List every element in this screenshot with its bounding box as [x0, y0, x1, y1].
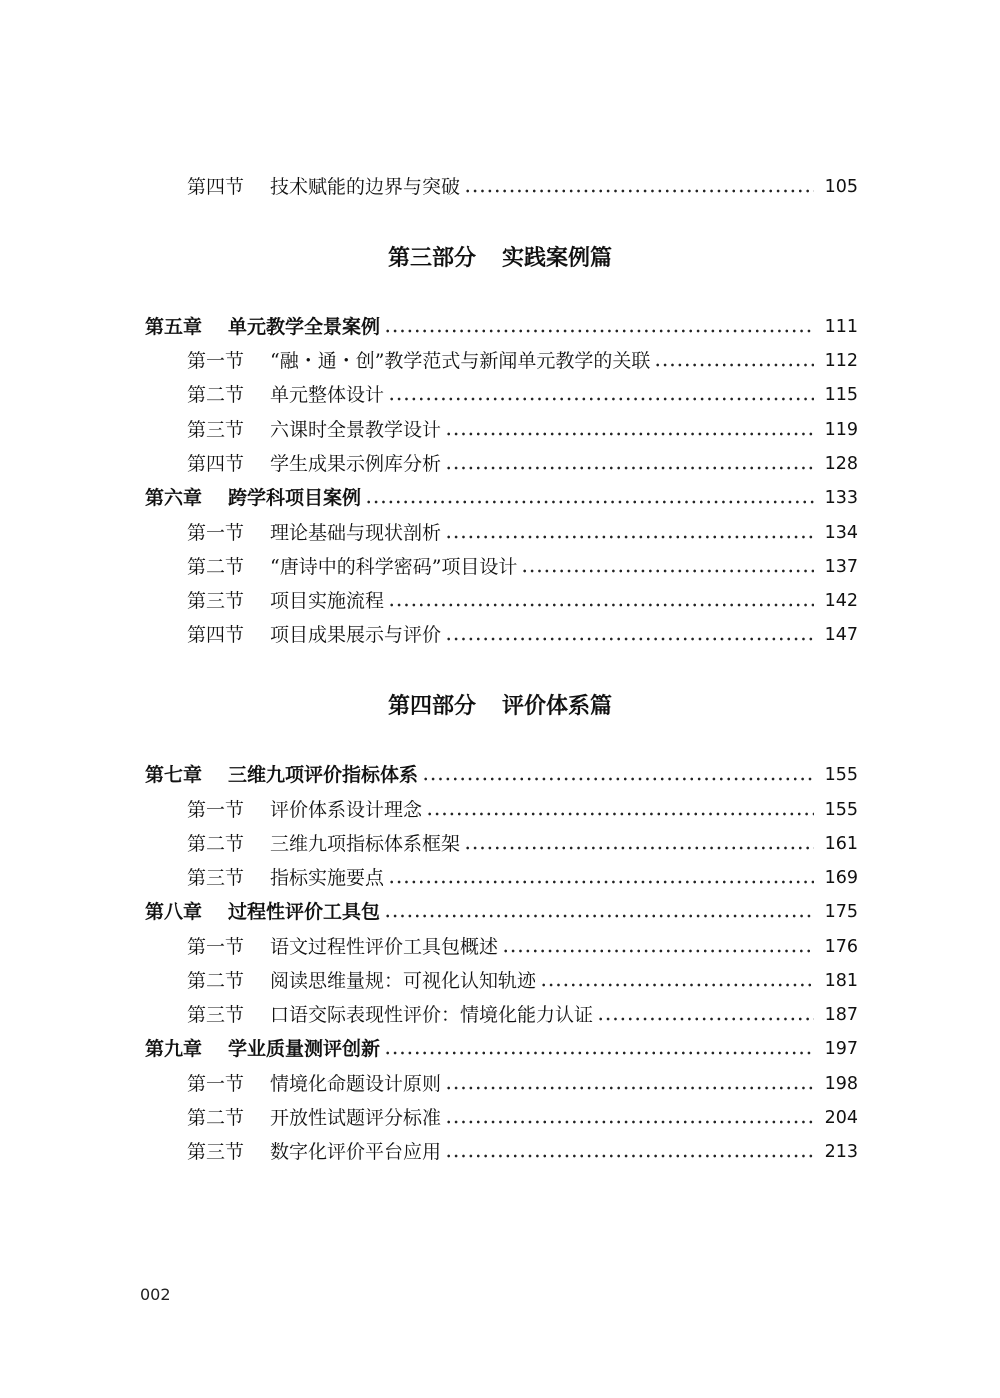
entry-label: 第二节 [187, 384, 245, 406]
entry-title: 过程性评价工具包 [228, 901, 381, 923]
entry-page-number: 161 [824, 834, 858, 854]
entry-title: 六课时全景教学设计 [270, 419, 442, 441]
dot-leader [502, 930, 814, 964]
entry-page-number: 134 [824, 523, 858, 543]
toc-entry-section[interactable] [0, 930, 1000, 964]
entry-title: 项目成果展示与评价 [270, 624, 442, 646]
dot-leader [597, 998, 814, 1032]
entry-page-number: 133 [824, 488, 858, 508]
dot-leader [445, 1135, 814, 1169]
entry-page-number: 181 [824, 971, 858, 991]
entry-label: 第一节 [187, 1073, 245, 1095]
toc-entry-section[interactable] [0, 861, 1000, 895]
toc-entry-chapter[interactable] [0, 1032, 1000, 1066]
toc-entry-section[interactable] [0, 413, 1000, 447]
toc-entry-section[interactable] [0, 1101, 1000, 1135]
entry-label: 第一节 [187, 799, 245, 821]
entry-label: 第一节 [187, 350, 245, 372]
entry-label: 第六章 [145, 487, 203, 509]
dot-leader [445, 618, 814, 652]
toc-entry-section[interactable] [0, 827, 1000, 861]
part-label: 第三部分 [387, 246, 476, 271]
part-heading [0, 690, 1000, 724]
entry-page-number: 155 [824, 800, 858, 820]
entry-title: 单元教学全景案例 [228, 316, 381, 338]
toc-entry-chapter[interactable] [0, 310, 1000, 344]
entry-page-number: 147 [824, 625, 858, 645]
toc-entry-section[interactable] [0, 964, 1000, 998]
toc-entry-section[interactable] [0, 170, 1000, 204]
toc-entry-chapter[interactable] [0, 481, 1000, 515]
entry-label: 第九章 [145, 1038, 203, 1060]
page-number: 002 [140, 1285, 171, 1304]
entry-label: 第一节 [187, 936, 245, 958]
part-label: 第四部分 [387, 694, 476, 719]
dot-leader [540, 964, 814, 998]
entry-title: 技术赋能的边界与突破 [270, 176, 461, 198]
toc-entry-section[interactable] [0, 378, 1000, 412]
entry-title: 学生成果示例库分析 [270, 453, 442, 475]
entry-label: 第四节 [187, 176, 245, 198]
entry-page-number: 176 [824, 937, 858, 957]
entry-page-number: 155 [824, 765, 858, 785]
entry-title: 项目实施流程 [270, 590, 385, 612]
part-title: 实践案例篇 [502, 246, 613, 271]
toc-entry-section[interactable] [0, 550, 1000, 584]
entry-label: 第四节 [187, 624, 245, 646]
dot-leader [521, 550, 814, 584]
dot-leader [445, 413, 814, 447]
entry-label: 第三节 [187, 1004, 245, 1026]
dot-leader [445, 1101, 814, 1135]
dot-leader [464, 827, 814, 861]
part-title: 评价体系篇 [502, 694, 613, 719]
entry-title: 数字化评价平台应用 [270, 1141, 442, 1163]
entry-title: 评价体系设计理念 [270, 799, 423, 821]
entry-label: 第八章 [145, 901, 203, 923]
entry-label: 第七章 [145, 764, 203, 786]
toc-entry-section[interactable] [0, 516, 1000, 550]
toc-entry-section[interactable] [0, 584, 1000, 618]
entry-page-number: 213 [824, 1142, 858, 1162]
toc-entry-section[interactable] [0, 447, 1000, 481]
entry-page-number: 142 [824, 591, 858, 611]
entry-title: 三维九项指标体系框架 [270, 833, 461, 855]
entry-page-number: 175 [824, 902, 858, 922]
entry-label: 第五章 [145, 316, 203, 338]
entry-label: 第三节 [187, 867, 245, 889]
entry-title: 单元整体设计 [270, 384, 385, 406]
dot-leader [388, 584, 814, 618]
entry-title: 指标实施要点 [270, 867, 385, 889]
entry-page-number: 198 [824, 1074, 858, 1094]
dot-leader [388, 378, 814, 412]
entry-title: “融・通・创”教学范式与新闻单元教学的关联 [270, 350, 651, 372]
entry-page-number: 105 [824, 177, 858, 197]
entry-page-number: 169 [824, 868, 858, 888]
dot-leader [464, 170, 814, 204]
entry-label: 第三节 [187, 590, 245, 612]
toc-entry-section[interactable] [0, 1067, 1000, 1101]
dot-leader [365, 481, 814, 515]
entry-page-number: 112 [824, 351, 858, 371]
entry-page-number: 111 [824, 317, 858, 337]
part-heading [0, 242, 1000, 276]
entry-label: 第四节 [187, 453, 245, 475]
dot-leader [388, 861, 814, 895]
dot-leader [384, 310, 814, 344]
entry-page-number: 128 [824, 454, 858, 474]
entry-label: 第三节 [187, 1141, 245, 1163]
entry-page-number: 115 [824, 385, 858, 405]
entry-page-number: 204 [824, 1108, 858, 1128]
toc-entry-chapter[interactable] [0, 895, 1000, 929]
dot-leader [654, 344, 814, 378]
dot-leader [445, 516, 814, 550]
entry-label: 第二节 [187, 556, 245, 578]
toc-entry-section[interactable] [0, 1135, 1000, 1169]
toc-entry-section[interactable] [0, 618, 1000, 652]
entry-label: 第一节 [187, 522, 245, 544]
entry-label: 第二节 [187, 1107, 245, 1129]
entry-title: 口语交际表现性评价：情境化能力认证 [270, 1004, 594, 1026]
entry-label: 第二节 [187, 970, 245, 992]
entry-title: 语文过程性评价工具包概述 [270, 936, 499, 958]
dot-leader [422, 758, 814, 792]
entry-title: 三维九项评价指标体系 [228, 764, 419, 786]
entry-title: 情境化命题设计原则 [270, 1073, 442, 1095]
dot-leader [426, 793, 814, 827]
entry-page-number: 197 [824, 1039, 858, 1059]
entry-page-number: 187 [824, 1005, 858, 1025]
entry-title: 学业质量测评创新 [228, 1038, 381, 1060]
entry-label: 第二节 [187, 833, 245, 855]
entry-label: 第三节 [187, 419, 245, 441]
toc-entry-section[interactable] [0, 344, 1000, 378]
dot-leader [445, 1067, 814, 1101]
dot-leader [384, 895, 814, 929]
toc-entry-section[interactable] [0, 793, 1000, 827]
entry-title: 跨学科项目案例 [228, 487, 362, 509]
entry-title: 开放性试题评分标准 [270, 1107, 442, 1129]
entry-page-number: 119 [824, 420, 858, 440]
entry-title: 理论基础与现状剖析 [270, 522, 442, 544]
dot-leader [384, 1032, 814, 1066]
entry-page-number: 137 [824, 557, 858, 577]
dot-leader [445, 447, 814, 481]
entry-title: 阅读思维量规：可视化认知轨迹 [270, 970, 537, 992]
toc-entry-section[interactable] [0, 998, 1000, 1032]
toc-entry-chapter[interactable] [0, 758, 1000, 792]
entry-title: “唐诗中的科学密码”项目设计 [270, 556, 518, 578]
